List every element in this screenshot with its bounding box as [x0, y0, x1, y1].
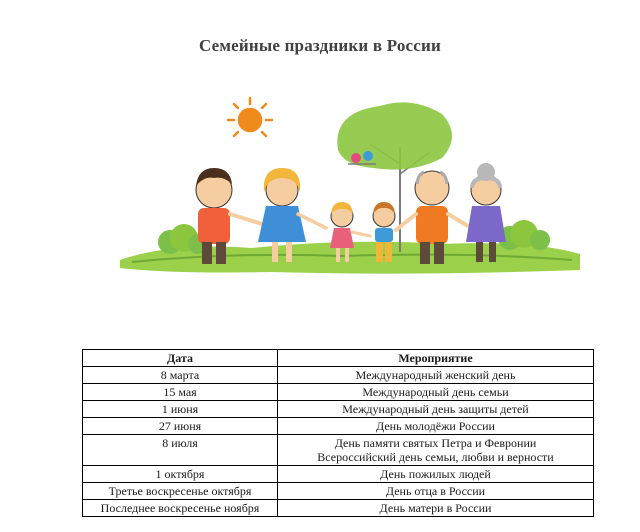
table-row	[83, 401, 594, 418]
document-title: Семейные праздники в России	[198, 36, 442, 55]
table-row	[83, 483, 594, 500]
date-cell: 27 июня	[83, 418, 278, 435]
bush-right	[498, 220, 550, 250]
header-date: Дата	[83, 350, 278, 367]
sun-icon	[228, 98, 272, 136]
table-row	[83, 500, 594, 517]
event-cell	[278, 435, 594, 466]
date-cell: 1 октября	[83, 466, 278, 483]
table-header-row	[83, 350, 594, 367]
event-cell: Международный день семьи	[278, 384, 594, 401]
event-cell: Международный день защиты детей	[278, 401, 594, 418]
event-line: Всероссийский день семьи, любви и верности	[317, 450, 554, 464]
family-illustration-icon	[112, 92, 584, 282]
date-cell: 15 мая	[83, 384, 278, 401]
table-row	[83, 367, 594, 384]
date-cell: Последнее воскресенье ноября	[83, 500, 278, 517]
date-cell: 8 марта	[83, 367, 278, 384]
holidays-table	[82, 349, 594, 517]
event-line: День памяти святых Петра и Февронии	[334, 436, 537, 450]
table-row	[83, 384, 594, 401]
date-cell: Третье воскресенье октября	[83, 483, 278, 500]
event-cell: День пожилых людей	[278, 466, 594, 483]
date-cell: 1 июня	[83, 401, 278, 418]
table-row	[83, 466, 594, 483]
event-cell: Международный женский день	[278, 367, 594, 384]
event-cell: День матери в России	[278, 500, 594, 517]
event-cell: День отца в России	[278, 483, 594, 500]
table-row	[83, 435, 594, 466]
event-cell: День молодёжи России	[278, 418, 594, 435]
date-cell: 8 июля	[83, 435, 278, 466]
table-row	[83, 418, 594, 435]
header-event: Мероприятие	[278, 350, 594, 367]
